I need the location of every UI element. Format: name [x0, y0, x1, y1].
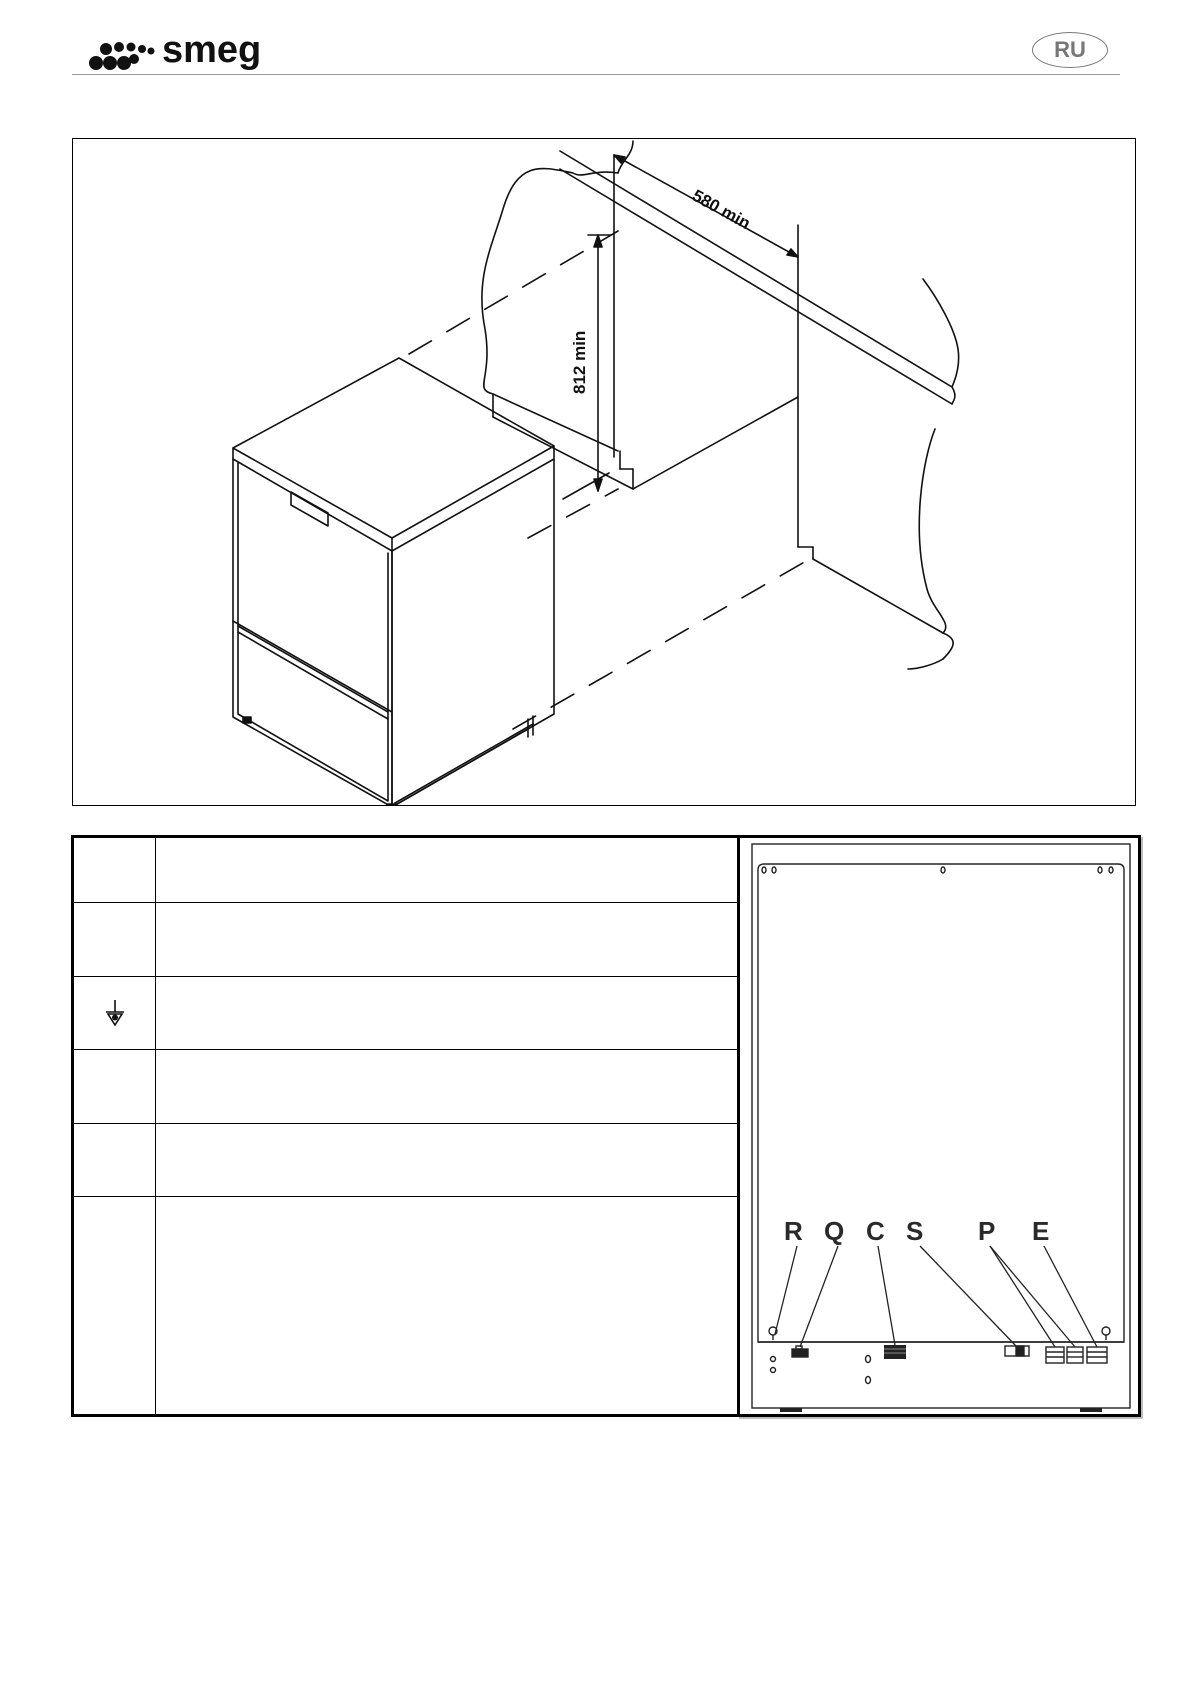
row-key-cell	[74, 903, 156, 976]
brand-logo	[88, 30, 261, 76]
table-row	[74, 903, 737, 977]
connector-c	[884, 1345, 906, 1359]
installation-figure	[72, 138, 1136, 806]
brand-name: smeg	[162, 29, 262, 71]
row-key-cell	[74, 1124, 156, 1196]
countertop-edge	[560, 169, 952, 404]
row-key-cell	[74, 1050, 156, 1123]
row-key-cell	[74, 1197, 156, 1414]
installation-drawing	[73, 139, 1136, 806]
dishwasher-top	[233, 358, 554, 538]
label-q: Q	[824, 1216, 845, 1246]
guide-line-lower	[513, 560, 808, 729]
guide-line-middle	[528, 489, 618, 538]
table-row	[74, 1124, 737, 1197]
connections-table	[71, 835, 737, 1417]
header-divider	[72, 74, 1120, 75]
label-p: P	[978, 1216, 996, 1246]
table-row	[74, 977, 737, 1050]
label-s: S	[906, 1216, 924, 1246]
table-row	[74, 1050, 737, 1124]
connector-s	[1005, 1346, 1029, 1356]
page-header	[72, 26, 1120, 76]
row-key-cell	[74, 838, 156, 902]
label-c: C	[866, 1216, 885, 1246]
row-key-cell	[74, 977, 156, 1049]
rear-panel-drawing	[740, 838, 1138, 1414]
language-badge: RU	[1032, 32, 1108, 68]
table-row	[74, 838, 737, 903]
equipotential-ground-icon	[104, 998, 126, 1028]
dim-812-label: 812 min	[570, 330, 589, 394]
table-row	[74, 1197, 737, 1414]
dim-580-label: 580 min	[689, 185, 754, 234]
connector-q	[792, 1346, 808, 1357]
label-r: R	[784, 1216, 803, 1246]
label-e: E	[1032, 1216, 1050, 1246]
brand-dots-icon	[88, 33, 160, 73]
cable-glands	[1046, 1347, 1107, 1363]
rear-panel-diagram	[737, 835, 1141, 1417]
